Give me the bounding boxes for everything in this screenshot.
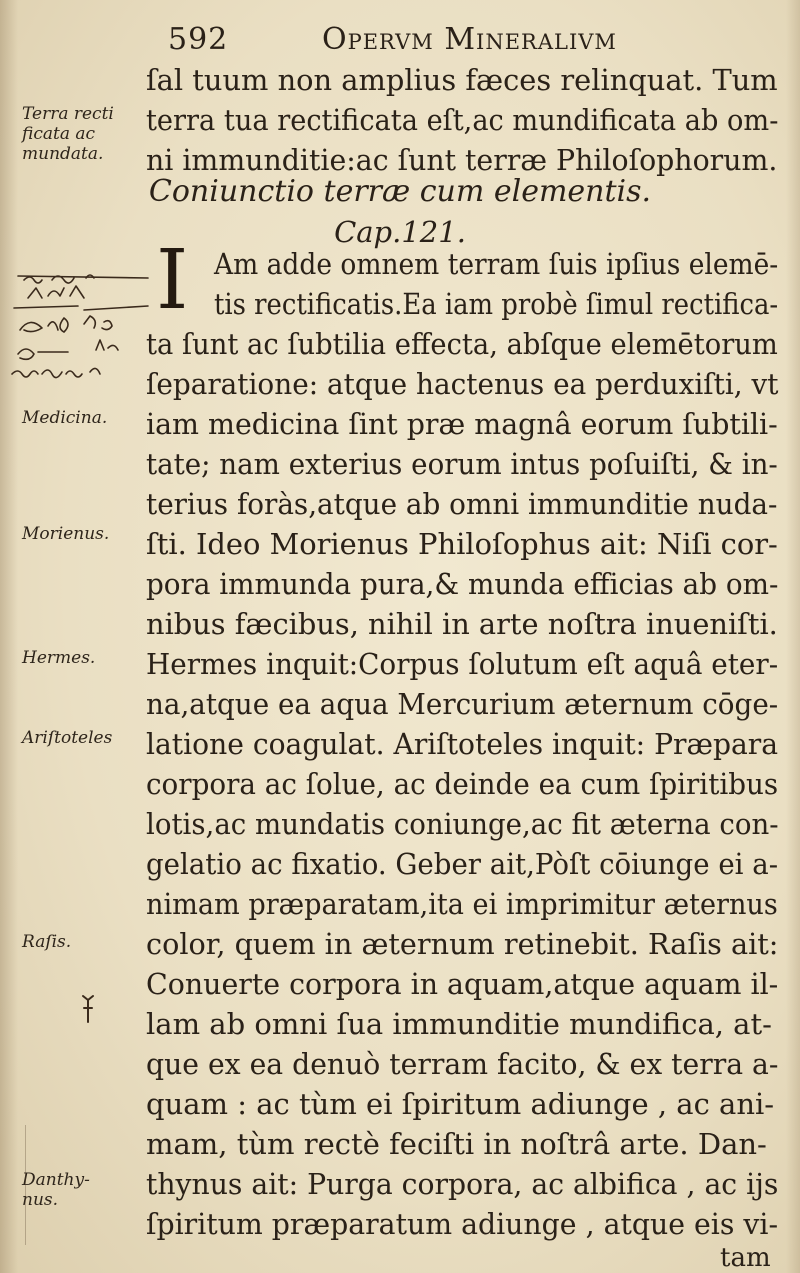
text-line: ſti. Ideo Morienus Philoſophus ait: Niſi cor-: [146, 527, 778, 561]
margin-note: Ariſtoteles: [22, 728, 113, 748]
margin-note: ficata ac: [22, 124, 96, 144]
text-line: pora immunda pura,& munda efficias ab om-: [146, 567, 779, 601]
margin-fold-line: [25, 1125, 26, 1245]
text-line: Conuerte corpora in aquam,atque aquam il-: [146, 967, 779, 1001]
margin-note: Morienus.: [22, 524, 110, 544]
text-line: gelatio ac fixatio. Geber ait,Pòſt cōiunge ei a-: [146, 847, 779, 881]
page-number: 592: [168, 22, 229, 57]
margin-note: Danthy-: [22, 1170, 90, 1190]
text-line: Hermes inquit:Corpus ſolutum eſt aquâ eter-: [146, 647, 779, 681]
text-line: tis rectificatis.Ea iam probè ſimul rectifica-: [214, 287, 779, 321]
text-line: na,atque ea aqua Mercurium æternum cōge-: [146, 687, 779, 721]
text-line: iam medicina ſint præ magnâ eorum ſubtili-: [146, 407, 778, 441]
text-line: quam : ac tùm ei ſpiritum adiunge , ac ani-: [146, 1087, 775, 1121]
text-line: lotis,ac mundatis coniunge,ac fit æterna con-: [146, 807, 779, 841]
text-line: que ex ea denuò terram facito, & ex terra a-: [146, 1047, 779, 1081]
text-line: tate; nam exterius eorum intus poſuiſti, & in-: [146, 447, 778, 481]
handwritten-annotation: [8, 270, 158, 410]
margin-note: Medicina.: [22, 408, 108, 428]
text-line: nibus fæcibus, nihil in arte noſtra inueniſti.: [146, 607, 778, 641]
text-line: mam, tùm rectè feciſti in noſtrâ arte. Dan-: [146, 1127, 767, 1161]
chapter-number: Cap.121.: [334, 215, 466, 249]
chapter-title: Coniunctio terræ cum elementis.: [148, 174, 652, 209]
text-line: ſal tuum non amplius fæces relinquat. Tum: [146, 63, 778, 97]
margin-mark-icon: [80, 992, 96, 1026]
text-line: ſeparatione: atque hactenus ea perduxiſti, vt: [146, 367, 779, 401]
margin-note: mundata.: [22, 144, 104, 164]
text-line: color, quem in æternum retinebit. Raſis ait:: [146, 927, 779, 961]
catchword: tam: [720, 1243, 771, 1273]
margin-note: Terra recti: [22, 104, 114, 124]
margin-note: Hermes.: [22, 648, 96, 668]
margin-note: Raſis.: [22, 932, 72, 952]
margin-note: nus.: [22, 1190, 59, 1210]
text-line: terius foràs,atque ab omni immunditie nuda-: [146, 487, 778, 521]
text-line: Am adde omnem terram ſuis ipſius elemē-: [214, 247, 779, 281]
text-line: ta ſunt ac ſubtilia effecta, abſque elemētorum: [146, 327, 778, 361]
text-line: terra tua rectificata eſt,ac mundificata ab om-: [146, 103, 779, 137]
text-line: nimam præparatam,ita ei imprimitur æternus: [146, 887, 778, 921]
text-line: thynus ait: Purga corpora, ac albifica , ac ijs: [146, 1167, 779, 1201]
running-title: Opervm Mineralivm: [322, 22, 617, 57]
text-line: ſpiritum præparatum adiunge , atque eis vi-: [146, 1207, 779, 1241]
text-line: ni immunditie:ac ſunt terræ Philoſophorum.: [146, 143, 778, 177]
text-line: latione coagulat. Ariſtoteles inquit: Præpara: [146, 727, 779, 761]
text-line: lam ab omni ſua immunditie mundifica, at-: [146, 1007, 772, 1041]
drop-capital: I: [156, 233, 189, 328]
text-line: corpora ac ſolue, ac deinde ea cum ſpiritibus: [146, 767, 779, 801]
